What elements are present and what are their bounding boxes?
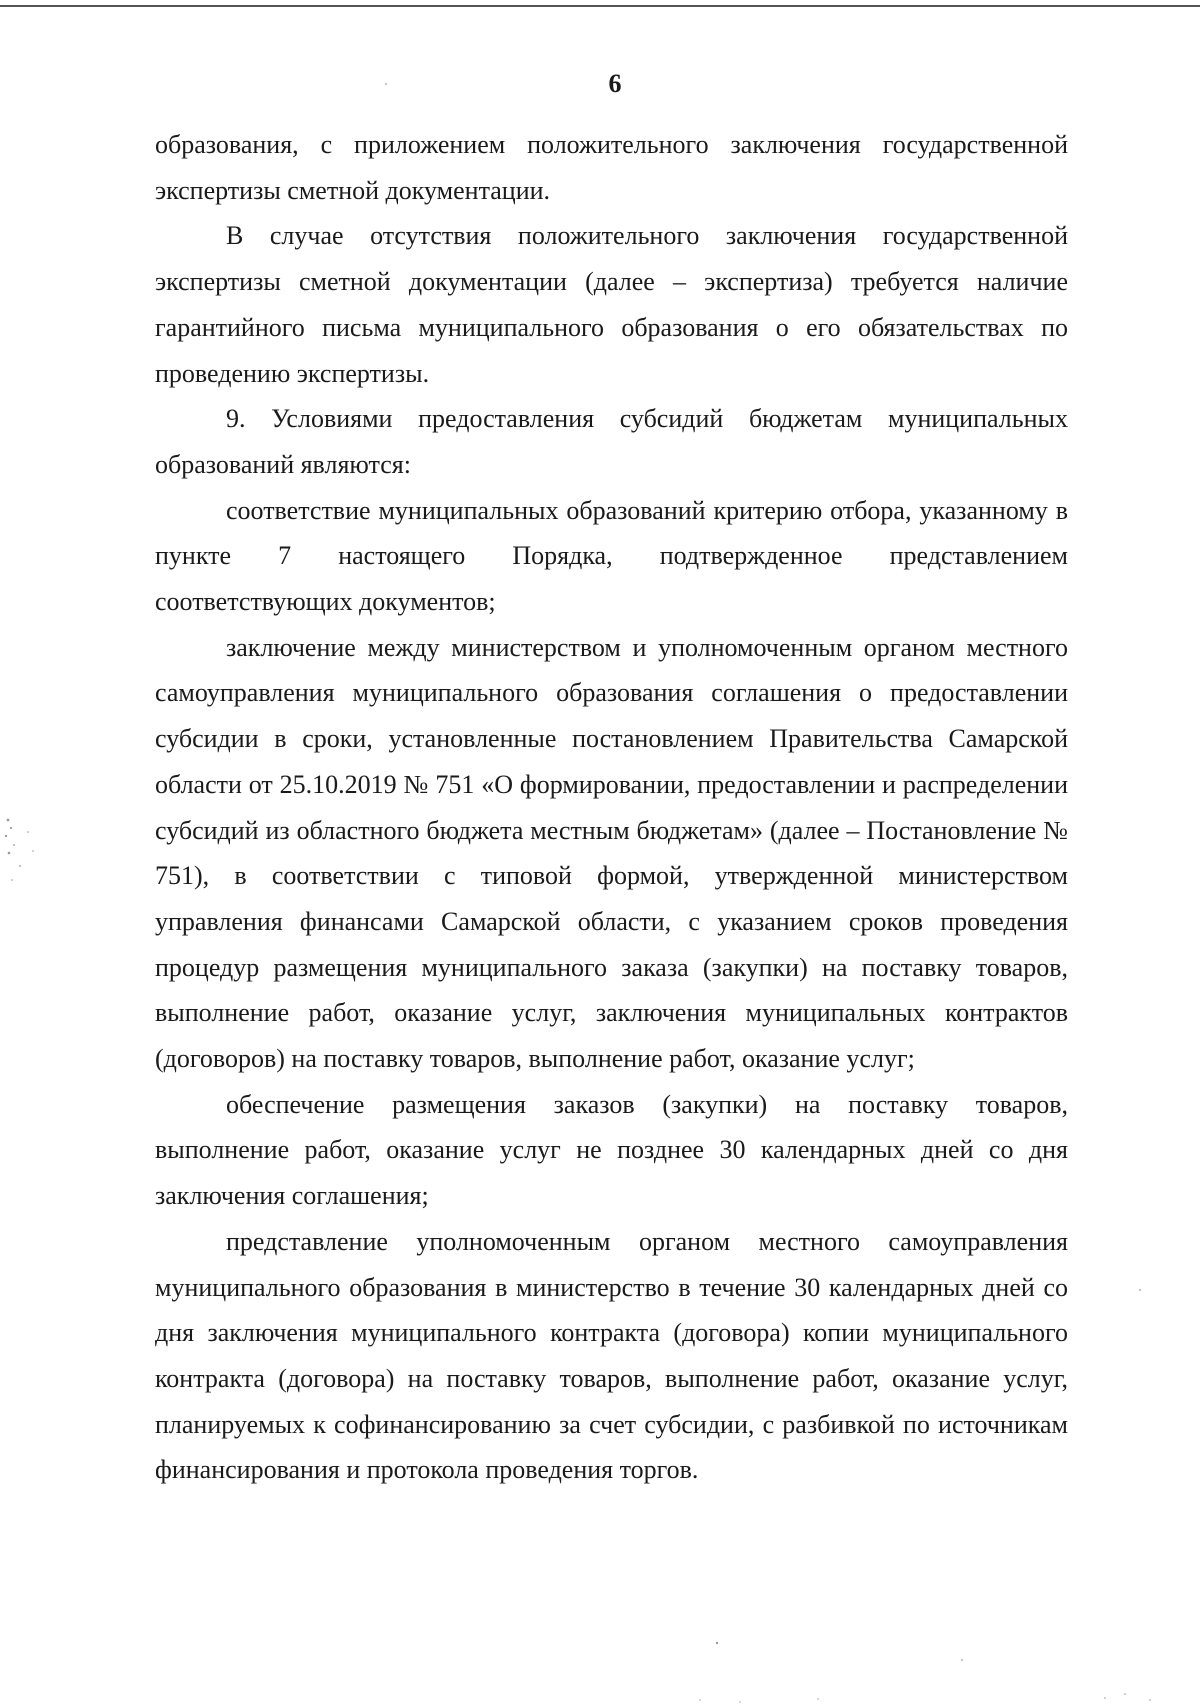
paragraph-continuation: образования, с приложением положительного заключения государственной экспертизы сметной документации. bbox=[155, 130, 1068, 205]
paragraph-selection-criterion: соответствие муниципальных образований критерию отбора, указанному в пункте 7 настоящего Порядка, подтвержденное представлением соответствующих документов; bbox=[155, 495, 1068, 617]
paragraph-agreement-conclusion: заключение между министерством и уполномоченным органом местного самоуправления муниципального образования соглашения о предоставлении субсидии в сроки, установленные постановлением Правительства Самарской области от 25.10.2019 № 751 «О формировании, предоставлении и распределении субсидий из областного бюджета местным бюджетам» (далее – Постановление № 751), в соответствии с типовой формой, утвержденной министерством управления финансами Самарской области, с указанием сроков проведения процедур размещения муниципального заказа (закупки) на поставку товаров, выполнение работ, оказание услуг, заключения муниципальных контрактов (договоров) на поставку товаров, выполнение работ, оказание услуг; bbox=[155, 632, 1068, 1074]
page-number: 6 bbox=[608, 69, 622, 98]
paragraph-order-placement: обеспечение размещения заказов (закупки) на поставку товаров, выполнение работ, оказание услуг не позднее 30 календарных дней со дня заключения соглашения; bbox=[155, 1089, 1068, 1211]
scan-top-edge-line bbox=[0, 5, 1200, 7]
paragraph-expertise-absence: В случае отсутствия положительного заключения государственной экспертизы сметной документации (далее – экспертиза) требуется наличие гарантийного письма муниципального образования о его обязательствах по проведению экспертизы. bbox=[155, 221, 1068, 388]
paragraph-contract-submission: представление уполномоченным органом местного самоуправления муниципального образования в министерство в течение 30 календарных дней со дня заключения муниципального контракта (договора) копии муниципального контракта (договора) на поставку товаров, выполнение работ, оказание услуг, планируемых к софинансированию за счет субсидии, с разбивкой по источникам финансирования и протокола проведения торгов. bbox=[155, 1226, 1068, 1485]
document-body bbox=[155, 122, 1068, 1493]
paragraph-clause-9: 9. Условиями предоставления субсидий бюджетам муниципальных образований являются: bbox=[155, 404, 1068, 479]
